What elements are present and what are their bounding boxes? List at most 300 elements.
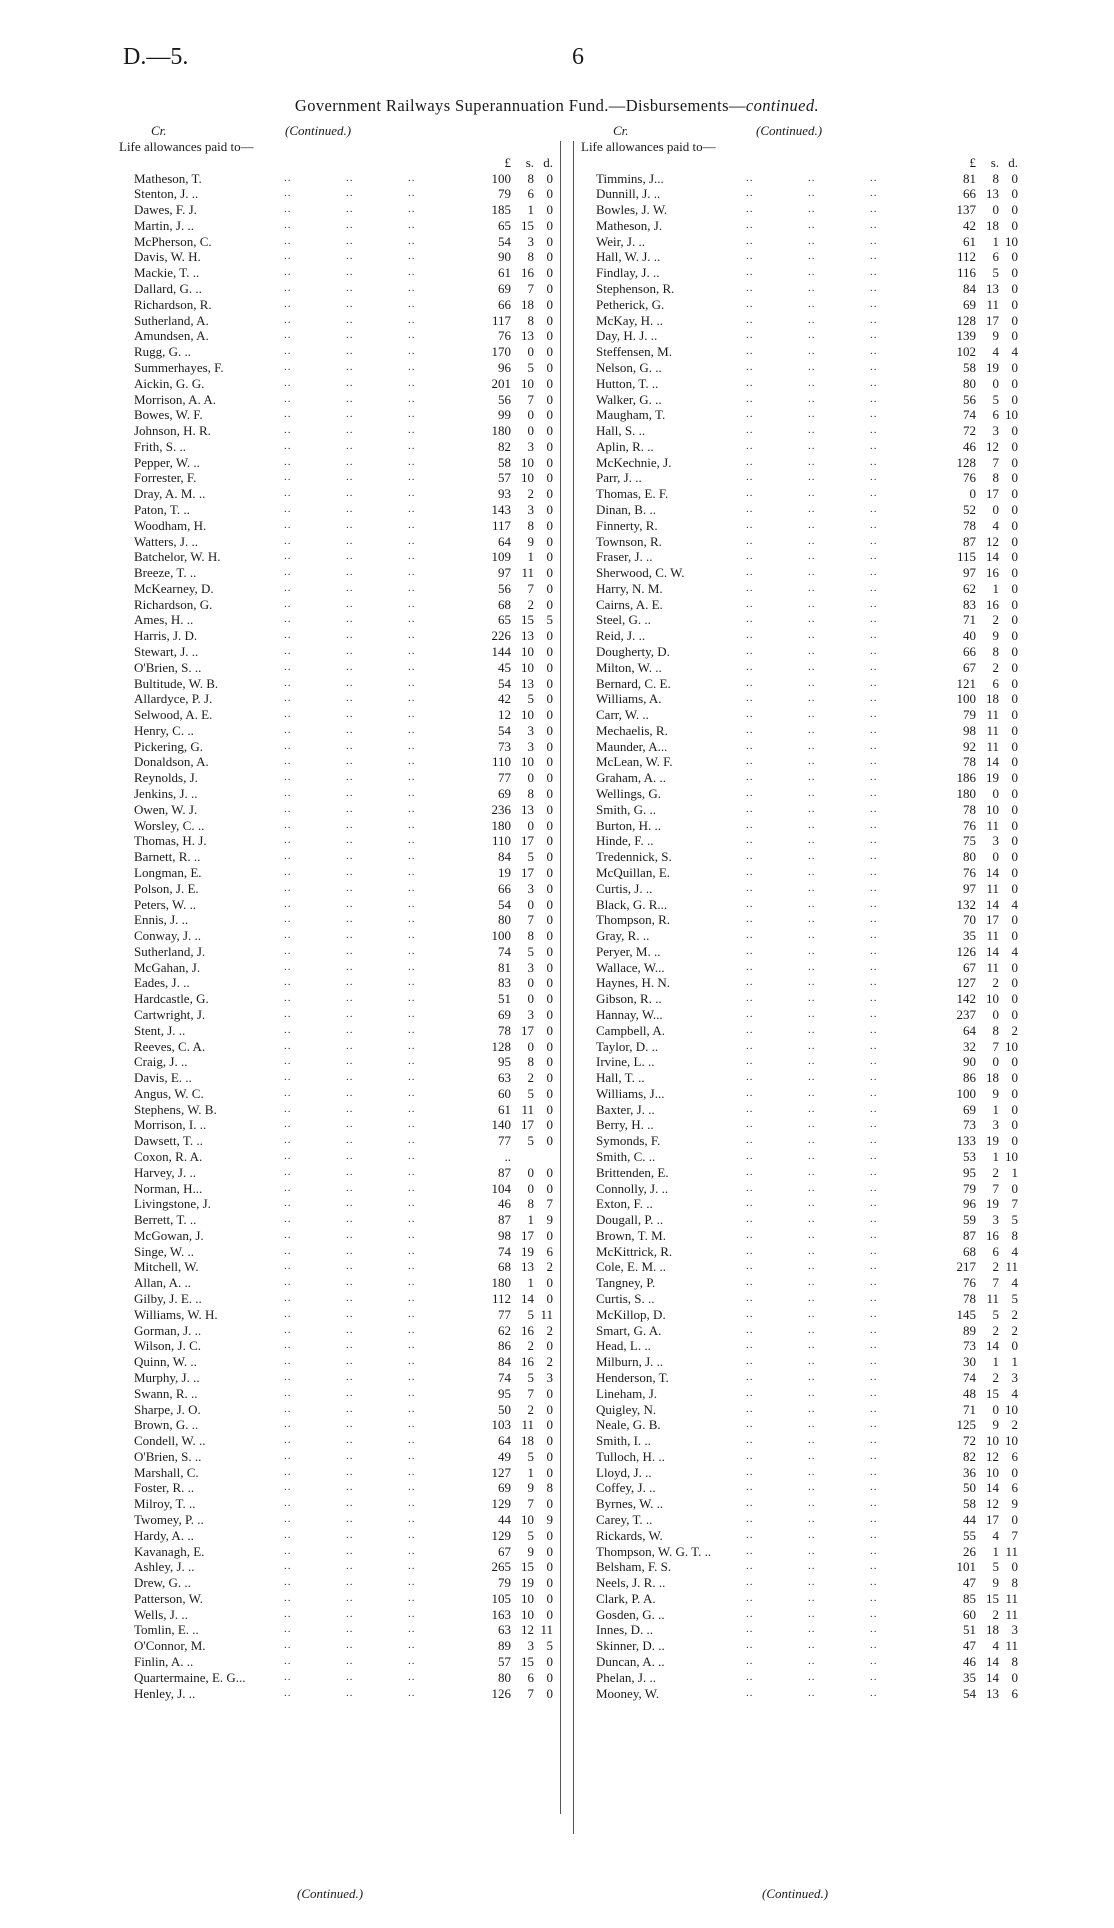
payee-name: Woodham, H.: [134, 517, 207, 533]
table-row: [119, 1670, 564, 1686]
amount-pounds: 66: [963, 644, 976, 659]
amount-shillings: 15: [986, 1590, 999, 1606]
amount-pence: 0: [546, 738, 553, 754]
payee-name: Connolly, J. ..: [596, 1180, 669, 1196]
amount-pounds: 117: [491, 312, 511, 328]
payee-name: Foster, R. ..: [134, 1480, 195, 1496]
amount-shillings: 7: [992, 1180, 999, 1196]
payee-name: Baxter, J. ..: [596, 1101, 655, 1117]
leader-dots: .. .. ..: [746, 913, 878, 926]
leader-dots: .. .. ..: [746, 266, 878, 279]
leader-dots: .. .. ..: [284, 755, 416, 768]
amount-pence: d.: [1008, 154, 1018, 170]
leader-dots: .. .. ..: [746, 1386, 878, 1399]
payee-name: Sutherland, J.: [134, 943, 206, 959]
amount-pounds: 112: [956, 249, 976, 265]
amount-pence: 0: [546, 943, 553, 959]
amount-shillings: 3: [527, 1638, 534, 1654]
amount-shillings: 10: [521, 644, 534, 659]
payee-name: Allan, A. ..: [134, 1275, 192, 1291]
leader-dots: .. .. ..: [284, 1370, 416, 1383]
amount-shillings: s.: [990, 154, 999, 170]
amount-pence: 0: [1011, 644, 1018, 659]
payee-name: Worsley, C. ..: [134, 817, 205, 833]
amount-pence: 0: [546, 1101, 553, 1117]
table-row: [581, 1086, 1036, 1102]
amount-pounds: 54: [498, 896, 511, 912]
leader-dots: .. .. ..: [746, 992, 878, 1005]
payee-name: Livingstone, J.: [134, 1196, 211, 1212]
payee-name: Condell, W. ..: [134, 1433, 206, 1449]
amount-shillings: 8: [992, 644, 999, 659]
amount-shillings: 12: [986, 1496, 999, 1512]
table-row: [119, 1039, 564, 1055]
amount-pounds: 61: [498, 265, 511, 281]
amount-pence: 0: [1011, 1511, 1018, 1527]
table-row: [119, 1165, 564, 1181]
amount-pounds: 78: [963, 517, 976, 533]
payee-name: Allardyce, P. J.: [134, 691, 213, 707]
leader-dots: .. .. ..: [284, 1260, 416, 1273]
amount-pounds: 127: [956, 975, 976, 991]
amount-shillings: 8: [527, 786, 534, 802]
leader-dots: .. .. ..: [746, 960, 878, 973]
amount-pounds: 74: [963, 407, 976, 423]
payee-name: Stephens, W. B.: [134, 1101, 217, 1117]
amount-pence: 2: [546, 1354, 553, 1370]
table-row: [119, 281, 564, 297]
amount-shillings: 0: [992, 786, 999, 802]
amount-pence: 4: [1011, 1275, 1018, 1291]
leader-dots: .. .. ..: [284, 282, 416, 295]
amount-pounds: 180: [956, 786, 976, 802]
payee-name: Williams, A.: [596, 691, 662, 707]
amount-pence: 0: [1011, 1101, 1018, 1117]
table-row: [119, 1323, 564, 1339]
leader-dots: .. .. ..: [746, 613, 878, 626]
amount-pounds: 63: [498, 1622, 511, 1638]
table-row: [581, 407, 1036, 423]
amount-pounds: 237: [956, 1006, 976, 1022]
amount-pence: 0: [1011, 533, 1018, 549]
leader-dots: .. .. ..: [284, 708, 416, 721]
table-row: [119, 865, 564, 881]
table-row: [119, 534, 564, 550]
payee-name: Aplin, R. ..: [596, 438, 654, 454]
leader-dots: .. .. ..: [284, 1560, 416, 1573]
amount-pence: 0: [546, 1038, 553, 1054]
leader-dots: .. .. ..: [284, 1292, 416, 1305]
right-column-header: [581, 123, 1036, 139]
amount-shillings: 16: [986, 596, 999, 612]
leader-dots: .. .. ..: [284, 818, 416, 831]
leader-dots: .. .. ..: [284, 376, 416, 389]
payee-name: McPherson, C.: [134, 233, 212, 249]
right-continued-label: (Continued.): [756, 123, 823, 138]
table-row: [119, 1196, 564, 1212]
amount-pounds: 65: [498, 217, 511, 233]
table-row: [119, 455, 564, 471]
amount-pence: 0: [1011, 659, 1018, 675]
table-row: [119, 1433, 564, 1449]
amount-shillings: 5: [527, 1085, 534, 1101]
amount-shillings: 8: [992, 1022, 999, 1038]
table-row: [119, 581, 564, 597]
amount-shillings: 0: [527, 1180, 534, 1196]
table-row: [119, 818, 564, 834]
table-row: [119, 171, 564, 187]
payee-name: Townson, R.: [596, 533, 662, 549]
payee-name: Peryer, M. ..: [596, 943, 661, 959]
leader-dots: .. .. ..: [284, 1197, 416, 1210]
payee-name: Aickin, G. G.: [134, 375, 205, 391]
payee-name: Polson, J. E.: [134, 880, 199, 896]
table-row: [119, 439, 564, 455]
table-row: [119, 802, 564, 818]
payee-name: Wells, J. ..: [134, 1606, 188, 1622]
column-divider: [573, 141, 574, 1834]
table-row: [581, 1023, 1036, 1039]
leader-dots: .. .. ..: [746, 944, 878, 957]
payee-name: Wellings, G.: [596, 786, 662, 802]
amount-pounds: 64: [498, 1433, 511, 1449]
amount-shillings: 5: [992, 265, 999, 281]
amount-shillings: 8: [992, 470, 999, 486]
amount-pence: 0: [546, 517, 553, 533]
leader-dots: .. .. ..: [284, 613, 416, 626]
amount-pence: 0: [1011, 249, 1018, 265]
amount-shillings: 0: [992, 501, 999, 517]
amount-pence: 0: [546, 1685, 553, 1701]
amount-pence: 0: [546, 281, 553, 297]
amount-pounds: 65: [498, 612, 511, 628]
amount-pence: 0: [1011, 1085, 1018, 1101]
amount-shillings: 13: [521, 675, 534, 691]
amount-pence: 0: [546, 707, 553, 723]
table-row: [581, 786, 1036, 802]
amount-pence: 6: [1011, 1448, 1018, 1464]
table-row: [119, 1370, 564, 1386]
amount-pence: 0: [546, 1227, 553, 1243]
amount-pence: 0: [1011, 754, 1018, 770]
amount-pounds: 236: [491, 801, 511, 817]
table-row: [119, 644, 564, 660]
leader-dots: .. .. ..: [284, 1465, 416, 1478]
amount-pounds: 76: [498, 328, 511, 344]
amount-shillings: 14: [986, 1669, 999, 1685]
amount-pence: 9: [546, 1511, 553, 1527]
table-row: [119, 1386, 564, 1402]
table-row: [119, 1496, 564, 1512]
leader-dots: .. .. ..: [746, 1292, 878, 1305]
amount-shillings: 9: [992, 1575, 999, 1591]
amount-shillings: 3: [527, 501, 534, 517]
amount-pence: 0: [1011, 675, 1018, 691]
amount-shillings: 2: [992, 1606, 999, 1622]
amount-shillings: 10: [986, 801, 999, 817]
payee-name: Taylor, D. ..: [596, 1038, 659, 1054]
amount-pence: 11: [1005, 1606, 1018, 1622]
amount-pence: 0: [1011, 1054, 1018, 1070]
amount-pence: 0: [1011, 391, 1018, 407]
table-row: [119, 376, 564, 392]
payee-name: Frith, S. ..: [134, 438, 187, 454]
table-row: [119, 1228, 564, 1244]
leader-dots: .. .. ..: [284, 597, 416, 610]
leader-dots: .. .. ..: [746, 1244, 878, 1257]
amount-pence: 6: [1011, 1480, 1018, 1496]
table-row: [119, 1575, 564, 1591]
table-row: [119, 1275, 564, 1291]
amount-pounds: 42: [963, 217, 976, 233]
table-row: [581, 912, 1036, 928]
leader-dots: .. .. ..: [746, 171, 878, 184]
leader-dots: .. .. ..: [746, 739, 878, 752]
leader-dots: .. .. ..: [746, 1607, 878, 1620]
leader-dots: .. .. ..: [284, 1544, 416, 1557]
leader-dots: .. .. ..: [284, 944, 416, 957]
leader-dots: .. .. ..: [746, 1260, 878, 1273]
payee-name: Berry, H. ..: [596, 1117, 654, 1133]
payee-name: Matheson, T.: [134, 170, 202, 186]
leader-dots: .. .. ..: [746, 1370, 878, 1383]
table-row: [581, 486, 1036, 502]
table-row: [119, 549, 564, 565]
leader-dots: .. .. ..: [284, 1102, 416, 1115]
amount-pence: 10: [1005, 1401, 1018, 1417]
payee-name: Bultitude, W. B.: [134, 675, 219, 691]
table-row: [581, 360, 1036, 376]
amount-shillings: 5: [527, 691, 534, 707]
amount-pounds: 79: [498, 1575, 511, 1591]
table-row: [119, 707, 564, 723]
payee-name: Mackie, T. ..: [134, 265, 200, 281]
amount-pence: 0: [546, 1385, 553, 1401]
table-row: [119, 265, 564, 281]
amount-pence: 0: [1011, 817, 1018, 833]
table-row: [119, 628, 564, 644]
leader-dots: .. .. ..: [284, 1276, 416, 1289]
table-row: [581, 1654, 1036, 1670]
payee-name: Parr, J. ..: [596, 470, 642, 486]
table-row: [119, 486, 564, 502]
amount-pence: 0: [1011, 1669, 1018, 1685]
table-row: [119, 975, 564, 991]
payee-name: Curtis, S. ..: [596, 1291, 655, 1307]
payee-name: Lloyd, J. ..: [596, 1464, 652, 1480]
amount-pounds: 69: [498, 786, 511, 802]
payee-name: Quinn, W. ..: [134, 1354, 197, 1370]
amount-pence: 0: [1011, 328, 1018, 344]
leader-dots: .. .. ..: [746, 1055, 878, 1068]
amount-shillings: 0: [992, 202, 999, 218]
leader-dots: .. .. ..: [284, 566, 416, 579]
amount-pounds: 80: [498, 912, 511, 928]
leader-dots: .. .. ..: [284, 266, 416, 279]
payee-name: Tredennick, S.: [596, 849, 672, 865]
leader-dots: .. .. ..: [746, 392, 878, 405]
amount-pounds: 72: [963, 1433, 976, 1449]
amount-pence: 0: [546, 486, 553, 502]
amount-pounds: 46: [963, 1654, 976, 1669]
amount-pounds: 95: [498, 1385, 511, 1401]
leader-dots: .. .. ..: [284, 1339, 416, 1352]
payee-name: Thomas, E. F.: [596, 486, 669, 502]
table-row: [119, 739, 564, 755]
amount-pounds: 81: [963, 170, 976, 186]
amount-shillings: 8: [527, 1196, 534, 1212]
amount-pounds: 132: [956, 896, 976, 912]
table-row: [119, 186, 564, 202]
payee-name: Breeze, T. ..: [134, 565, 197, 581]
amount-shillings: 17: [521, 833, 534, 849]
leader-dots: .. .. ..: [284, 1623, 416, 1636]
leader-dots: .. .. ..: [284, 487, 416, 500]
leader-dots: .. .. ..: [746, 1639, 878, 1652]
amount-pounds: 100: [491, 170, 511, 186]
payee-name: Henderson, T.: [596, 1369, 669, 1385]
leader-dots: .. .. ..: [746, 723, 878, 736]
table-row: [581, 691, 1036, 707]
amount-shillings: 13: [986, 186, 999, 202]
payee-name: Bernard, C. E.: [596, 675, 671, 691]
amount-pounds: 40: [963, 628, 976, 644]
table-row: [581, 1102, 1036, 1118]
table-row: [581, 455, 1036, 471]
amount-shillings: 1: [992, 233, 999, 249]
amount-pence: 0: [1011, 170, 1018, 186]
leader-dots: .. .. ..: [284, 392, 416, 405]
amount-shillings: 2: [992, 1164, 999, 1180]
table-row: [581, 534, 1036, 550]
payee-name: Milroy, T. ..: [134, 1496, 196, 1512]
amount-shillings: 1: [992, 1149, 999, 1164]
table-row: [119, 723, 564, 739]
amount-pounds: 53: [963, 1149, 976, 1164]
payee-name: Bowles, J. W.: [596, 202, 668, 218]
amount-pence: 0: [546, 1654, 553, 1669]
amount-pence: 0: [546, 801, 553, 817]
amount-shillings: 10: [521, 454, 534, 470]
table-row: [581, 1117, 1036, 1133]
amount-shillings: 10: [521, 1606, 534, 1622]
amount-pounds: 140: [491, 1117, 511, 1133]
leader-dots: .. .. ..: [746, 1591, 878, 1604]
leader-dots: .. .. ..: [284, 203, 416, 216]
amount-pounds: 69: [963, 1101, 976, 1117]
table-row: [581, 1070, 1036, 1086]
leader-dots: .. .. ..: [284, 723, 416, 736]
amount-pence: 0: [546, 1291, 553, 1307]
payee-name: Batchelor, W. H.: [134, 549, 221, 565]
leader-dots: .. .. ..: [746, 1528, 878, 1541]
table-row: [119, 1007, 564, 1023]
table-row: [581, 1386, 1036, 1402]
amount-shillings: 10: [521, 1511, 534, 1527]
amount-pence: 0: [1011, 281, 1018, 297]
payee-name: Haynes, H. N.: [596, 975, 671, 991]
table-row: [581, 344, 1036, 360]
amount-pence: 0: [1011, 565, 1018, 581]
amount-pence: 0: [546, 833, 553, 849]
amount-shillings: 11: [986, 722, 999, 738]
table-row: [581, 802, 1036, 818]
amount-pounds: 186: [956, 770, 976, 786]
amount-shillings: 17: [986, 312, 999, 328]
amount-pence: 0: [546, 454, 553, 470]
amount-pence: 9: [546, 1212, 553, 1228]
payee-name: Harry, N. M.: [596, 580, 663, 596]
amount-pounds: 133: [956, 1133, 976, 1149]
leader-dots: .. .. ..: [284, 345, 416, 358]
table-row: [581, 202, 1036, 218]
amount-pounds: 77: [498, 770, 511, 786]
payee-name: McKittrick, R.: [596, 1243, 673, 1259]
amount-shillings: 10: [521, 375, 534, 391]
amount-pence: 1: [1011, 1164, 1018, 1180]
amount-pounds: 180: [491, 423, 511, 439]
amount-pounds: 75: [963, 833, 976, 849]
amount-shillings: 0: [527, 975, 534, 991]
table-row: [581, 1181, 1036, 1197]
amount-shillings: 1: [527, 1212, 534, 1228]
table-row: [119, 1244, 564, 1260]
amount-pounds: 46: [963, 438, 976, 454]
table-row: [581, 1244, 1036, 1260]
amount-pence: 0: [1011, 438, 1018, 454]
table-row: [581, 597, 1036, 613]
payee-name: Thomas, H. J.: [134, 833, 207, 849]
table-row: [119, 1607, 564, 1623]
leader-dots: .. .. ..: [284, 992, 416, 1005]
payee-name: Smart, G. A.: [596, 1322, 662, 1338]
leader-dots: .. .. ..: [284, 439, 416, 452]
amount-pence: 0: [546, 1590, 553, 1606]
payee-name: Thompson, W. G. T. ..: [596, 1543, 712, 1559]
payee-name: Brown, T. M.: [596, 1227, 666, 1243]
table-row: [581, 313, 1036, 329]
amount-pounds: 87: [963, 1227, 976, 1243]
amount-shillings: 4: [992, 344, 999, 360]
amount-shillings: 3: [992, 1212, 999, 1228]
amount-pence: 0: [546, 312, 553, 328]
table-row: [119, 1512, 564, 1528]
payee-name: Fraser, J. ..: [596, 549, 653, 565]
payee-name: Belsham, F. S.: [596, 1559, 672, 1575]
amount-pounds: 84: [498, 849, 511, 865]
amount-shillings: 12: [986, 533, 999, 549]
amount-pence: 5: [1011, 1212, 1018, 1228]
payee-name: Henley, J. ..: [134, 1685, 196, 1701]
table-row: [119, 1528, 564, 1544]
table-row: [581, 770, 1036, 786]
amount-shillings: 6: [992, 249, 999, 265]
payee-name: Smith, C. ..: [596, 1149, 656, 1164]
table-row: [119, 770, 564, 786]
amount-pence: 3: [1011, 1622, 1018, 1638]
leader-dots: .. .. ..: [746, 1623, 878, 1636]
payee-name: Hinde, F. ..: [596, 833, 654, 849]
payee-name: Finnerty, R.: [596, 517, 658, 533]
table-row: [581, 439, 1036, 455]
leader-dots: .. .. ..: [284, 929, 416, 942]
amount-pence: 0: [1011, 975, 1018, 991]
payee-name: Reeves, C. A.: [134, 1038, 206, 1054]
leader-dots: .. .. ..: [284, 645, 416, 657]
amount-pounds: 180: [491, 1275, 511, 1291]
right-column: [581, 123, 1036, 1701]
amount-pounds: 35: [963, 928, 976, 944]
